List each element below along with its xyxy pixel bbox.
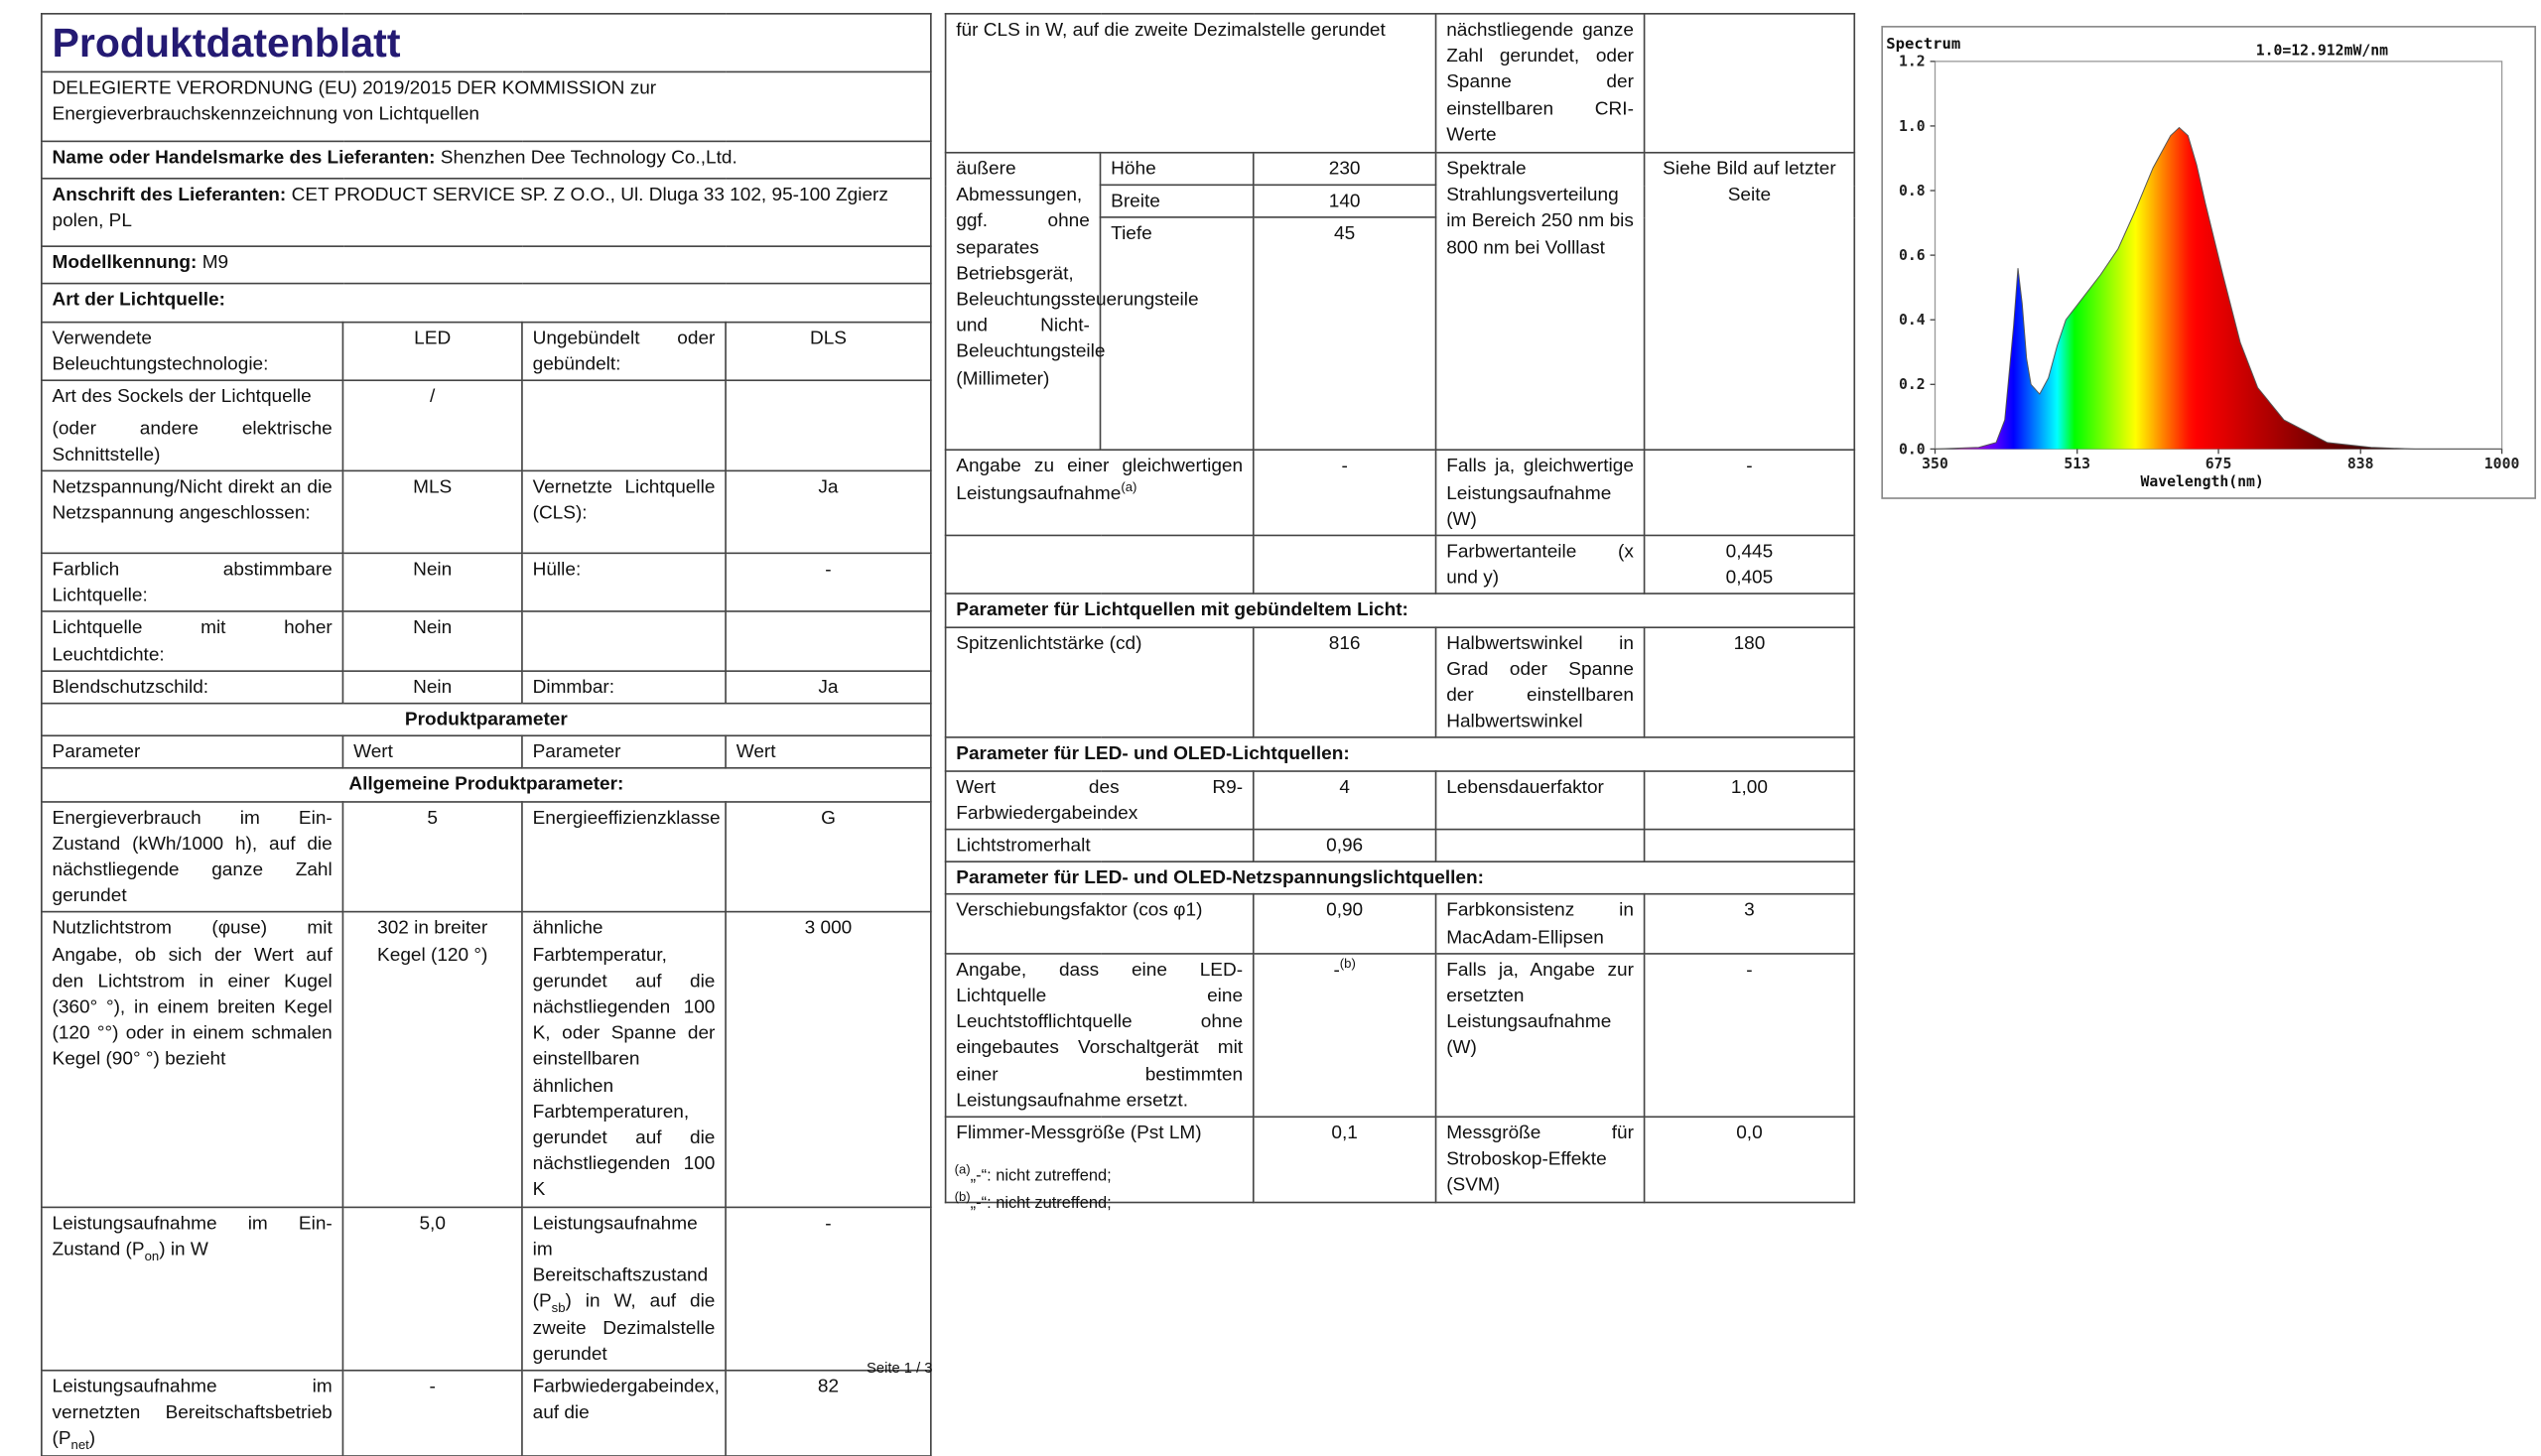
flux-value: 302 in breiter Kegel (120 °) bbox=[342, 912, 522, 1207]
macadam-label: Farbkonsistenz in MacAdam-Ellipsen bbox=[1436, 894, 1645, 953]
footnote-b-sup: (b) bbox=[954, 1189, 971, 1205]
efficiency-class-label: Energieeffizienzklasse bbox=[522, 801, 726, 912]
cct-value: 3 000 bbox=[726, 912, 931, 1207]
empty-cell bbox=[522, 612, 726, 671]
cls-cont-label: für CLS in W, auf die zweite Dezimalstelle gerundet bbox=[946, 14, 1436, 153]
efficiency-class-value: G bbox=[726, 801, 931, 912]
supplier-row bbox=[42, 141, 931, 178]
beam-angle-value: 180 bbox=[1645, 627, 1855, 738]
address-label: Anschrift des Lieferanten: bbox=[52, 184, 287, 205]
replacement-value bbox=[1254, 954, 1436, 1118]
width-value: 140 bbox=[1254, 186, 1436, 218]
equiv-power-text: Angabe zu einer gleichwertigen Leistungsaufnahme bbox=[956, 456, 1244, 504]
replacement-dash: - bbox=[1333, 959, 1340, 981]
general-params-heading: Allgemeine Produktparameter: bbox=[42, 768, 931, 801]
psb-value: - bbox=[726, 1207, 931, 1371]
equiv-power-value: - bbox=[1254, 451, 1436, 536]
socket-label-b: (oder andere elektrische Schnittstelle) bbox=[52, 417, 333, 465]
pon-label-a: Leistungsaufnahme im Ein-Zustand (P bbox=[52, 1212, 333, 1260]
pon-sub: on bbox=[144, 1249, 160, 1263]
supplier-label: Name oder Handelsmarke des Lieferanten: bbox=[52, 147, 436, 169]
cls-label: Vernetzte Lichtquelle (CLS): bbox=[522, 470, 726, 553]
y-tick-label: 0.4 bbox=[1899, 312, 1926, 330]
y-tick-label: 0.2 bbox=[1899, 376, 1926, 394]
glare-value: Nein bbox=[342, 671, 522, 704]
y-tick-label: 1.2 bbox=[1899, 53, 1926, 70]
equiv-power-w-value: - bbox=[1645, 451, 1855, 536]
mains-value: MLS bbox=[342, 470, 522, 553]
socket-label bbox=[42, 381, 343, 470]
address-row bbox=[42, 179, 931, 246]
footnote-b bbox=[955, 1190, 1112, 1218]
supplier-value: Shenzhen Dee Technology Co.,Ltd. bbox=[440, 147, 737, 169]
empty-cell bbox=[726, 612, 931, 671]
chart-annotation: 1.0=12.912mW/nm bbox=[2255, 42, 2388, 60]
cri-value: 82 bbox=[726, 1371, 931, 1456]
pnet-label-b: ) bbox=[88, 1428, 96, 1450]
dimmable-value: Ja bbox=[726, 671, 931, 704]
y-tick-label: 1.0 bbox=[1899, 117, 1926, 135]
psb-label-b: ) in W, auf die zweite Dezimalstelle gerundet bbox=[532, 1290, 716, 1365]
glare-label: Blendschutzschild: bbox=[42, 671, 343, 704]
envelope-value: - bbox=[726, 553, 931, 611]
y-tick-label: 0.8 bbox=[1899, 182, 1926, 199]
x-tick-label: 1000 bbox=[2483, 455, 2520, 472]
model-row bbox=[42, 246, 931, 283]
led-heading: Parameter für LED- und OLED-Lichtquellen: bbox=[946, 738, 1855, 771]
cri-cont-label: nächstliegende ganze Zahl gerundet, oder Spanne der einstellbaren CRI-Werte bbox=[1436, 14, 1645, 153]
x-axis-label: Wavelength(nm) bbox=[2140, 472, 2264, 490]
spectral-label: Spektrale Strahlungsverteilung im Bereich 250 nm bis 800 nm bei Volllast bbox=[1436, 153, 1645, 451]
flicker-value: 0,1 bbox=[1254, 1117, 1436, 1202]
flicker-label: Flimmer-Messgröße (Pst LM) bbox=[946, 1117, 1254, 1202]
flux-label: Nutzlichtstrom (φuse) mit Angabe, ob sich der Wert auf den Lichtstrom in einer Kugel (360° °), in einem breiten Kegel (120 °°) oder in einem schmalen Kegel (90° °) bezieht bbox=[42, 912, 343, 1207]
model-value: M9 bbox=[201, 251, 229, 274]
peak-intensity-value: 816 bbox=[1254, 627, 1436, 738]
equiv-power-w-label: Falls ja, gleichwertige Leistungsaufnahme (W) bbox=[1436, 451, 1645, 536]
x-tick-label: 350 bbox=[1922, 455, 1948, 472]
psb-sub: sb bbox=[551, 1300, 566, 1316]
cri-label: Farbwiedergabeindex, auf die bbox=[522, 1371, 726, 1456]
x-tick-label: 838 bbox=[2346, 455, 2374, 472]
empty-cell bbox=[1645, 14, 1855, 153]
address-value: CET PRODUCT SERVICE SP. Z O.O., Ul. Dluga 33 102, 95-100 Zgierz polen, PL bbox=[52, 184, 888, 232]
y-tick-label: 0.6 bbox=[1899, 247, 1926, 264]
tech-value: LED bbox=[342, 323, 522, 381]
page-title: Produktdatenblatt bbox=[42, 14, 931, 72]
cls-value: Ja bbox=[726, 470, 931, 553]
pnet-value: - bbox=[342, 1371, 522, 1456]
pon-label bbox=[42, 1207, 343, 1371]
empty-cell bbox=[522, 381, 726, 470]
empty-cell bbox=[1254, 535, 1436, 594]
spectrum-chart bbox=[1881, 26, 2536, 499]
left-table bbox=[41, 13, 932, 1456]
color-tunable-label: Farblich abstimmbare Lichtquelle: bbox=[42, 553, 343, 611]
footnote-b-text: „-“: nicht zutreffend; bbox=[970, 1195, 1112, 1214]
replaced-power-label: Falls ja, Angabe zur ersetzten Leistungsaufnahme (W) bbox=[1436, 954, 1645, 1118]
energy-value: 5 bbox=[342, 801, 522, 912]
col-header-param2: Parameter bbox=[522, 736, 726, 769]
replaced-power-value: - bbox=[1645, 954, 1855, 1118]
col-header-param: Parameter bbox=[42, 736, 343, 769]
empty-cell bbox=[946, 535, 1254, 594]
high-luminance-value: Nein bbox=[342, 612, 522, 671]
col-header-value2: Wert bbox=[726, 736, 931, 769]
footnote-b-mark: (b) bbox=[1339, 956, 1356, 972]
depth-value: 45 bbox=[1254, 218, 1436, 451]
footnotes bbox=[955, 1163, 1112, 1218]
height-value: 230 bbox=[1254, 153, 1436, 186]
dimensions-label: äußere Abmessungen, ggf. ohne separates Betriebsgerät, Beleuchtungssteuerungsteile und Nicht-Beleuchtungsteile (Millimeter) bbox=[946, 153, 1101, 451]
footnote-a-mark: (a) bbox=[1121, 478, 1137, 494]
pon-value: 5,0 bbox=[342, 1207, 522, 1371]
lumen-maintenance-label: Lichtstromerhalt bbox=[946, 830, 1254, 862]
chromaticity-label: Farbwertanteile (x und y) bbox=[1436, 535, 1645, 594]
spectral-value: Siehe Bild auf letzter Seite bbox=[1645, 153, 1855, 451]
peak-intensity-label: Spitzenlichtstärke (cd) bbox=[946, 627, 1254, 738]
directional-value: DLS bbox=[726, 323, 931, 381]
macadam-value: 3 bbox=[1645, 894, 1855, 953]
chromaticity-x: 0,445 bbox=[1725, 541, 1774, 563]
pnet-label-a: Leistungsaufnahme im vernetzten Bereitschaftsbetrieb (P bbox=[52, 1376, 333, 1450]
energy-label: Energieverbrauch im Ein-Zustand (kWh/1000 h), auf die nächstliegende ganze Zahl gerundet bbox=[42, 801, 343, 912]
psb-label-a: Leistungsaufnahme im Bereitschaftszustand (P bbox=[532, 1212, 709, 1312]
footnote-a-text: „-“: nicht zutreffend; bbox=[970, 1167, 1112, 1186]
displacement-label: Verschiebungsfaktor (cos φ1) bbox=[946, 894, 1254, 953]
pnet-sub: net bbox=[70, 1438, 89, 1453]
color-tunable-value: Nein bbox=[342, 553, 522, 611]
lumen-maintenance-value: 0,96 bbox=[1254, 830, 1436, 862]
light-type-heading: Art der Lichtquelle: bbox=[42, 284, 931, 323]
socket-value: / bbox=[342, 381, 522, 470]
height-label: Höhe bbox=[1100, 153, 1253, 186]
envelope-label: Hülle: bbox=[522, 553, 726, 611]
survival-factor-value: 1,00 bbox=[1645, 770, 1855, 829]
tech-label: Verwendete Beleuchtungstechnologie: bbox=[42, 323, 343, 381]
cct-label: ähnliche Farbtemperatur, gerundet auf die nächstliegenden 100 K, oder Spanne der einstellbaren ähnlichen Farbtemperaturen, gerundet auf die nächstliegenden 100 K bbox=[522, 912, 726, 1207]
dimmable-label: Dimmbar: bbox=[522, 671, 726, 704]
x-tick-label: 513 bbox=[2064, 455, 2091, 472]
r9-label: Wert des R9-Farbwiedergabeindex bbox=[946, 770, 1254, 829]
psb-label bbox=[522, 1207, 726, 1371]
socket-label-a: Art des Sockels der Lichtquelle bbox=[52, 386, 312, 408]
right-table bbox=[945, 13, 1855, 1203]
mains-label: Netzspannung/Nicht direkt an die Netzspannung angeschlossen: bbox=[42, 470, 343, 553]
pnet-label bbox=[42, 1371, 343, 1456]
col-header-value: Wert bbox=[342, 736, 522, 769]
empty-cell bbox=[1436, 830, 1645, 862]
depth-label: Tiefe bbox=[1100, 218, 1253, 451]
pon-label-b: ) in W bbox=[159, 1238, 208, 1260]
high-luminance-label: Lichtquelle mit hoher Leuchtdichte: bbox=[42, 612, 343, 671]
equiv-power-label bbox=[946, 451, 1254, 536]
directional-heading: Parameter für Lichtquellen mit gebündeltem Licht: bbox=[946, 595, 1855, 627]
mains-led-heading: Parameter für LED- und OLED-Netzspannungslichtquellen: bbox=[946, 862, 1855, 895]
replacement-label: Angabe, dass eine LED-Lichtquelle eine Leuchtstofflichtquelle ohne eingebautes Vorschaltgerät mit einer bestimmten Leistungsaufnahme ersetzt. bbox=[946, 954, 1254, 1118]
model-label: Modellkennung: bbox=[52, 251, 198, 274]
chart-title: Spectrum bbox=[1886, 34, 1961, 53]
directional-label: Ungebündelt oder gebündelt: bbox=[522, 323, 726, 381]
width-label: Breite bbox=[1100, 186, 1253, 218]
y-tick-label: 0.0 bbox=[1899, 441, 1926, 459]
footnote-a-sup: (a) bbox=[954, 1162, 971, 1177]
chromaticity-y: 0,405 bbox=[1725, 567, 1774, 589]
chromaticity-value bbox=[1645, 535, 1855, 594]
empty-cell bbox=[1645, 830, 1855, 862]
displacement-value: 0,90 bbox=[1254, 894, 1436, 953]
footnote-a bbox=[955, 1163, 1112, 1191]
regulation-text: DELEGIERTE VERORDNUNG (EU) 2019/2015 DER KOMMISSION zur Energieverbrauchskennzeichnung von Lichtquellen bbox=[42, 71, 931, 141]
stroboscopic-label: Messgröße für Stroboskop-Effekte (SVM) bbox=[1436, 1117, 1645, 1202]
survival-factor-label: Lebensdauerfaktor bbox=[1436, 770, 1645, 829]
r9-value: 4 bbox=[1254, 770, 1436, 829]
beam-angle-label: Halbwertswinkel in Grad oder Spanne der einstellbaren Halbwertswinkel bbox=[1436, 627, 1645, 738]
product-params-heading: Produktparameter bbox=[42, 704, 931, 736]
stroboscopic-value: 0,0 bbox=[1645, 1117, 1855, 1202]
x-tick-label: 675 bbox=[2205, 455, 2232, 472]
empty-cell bbox=[726, 381, 931, 470]
page-number: Seite 1 / 3 bbox=[867, 1360, 933, 1377]
